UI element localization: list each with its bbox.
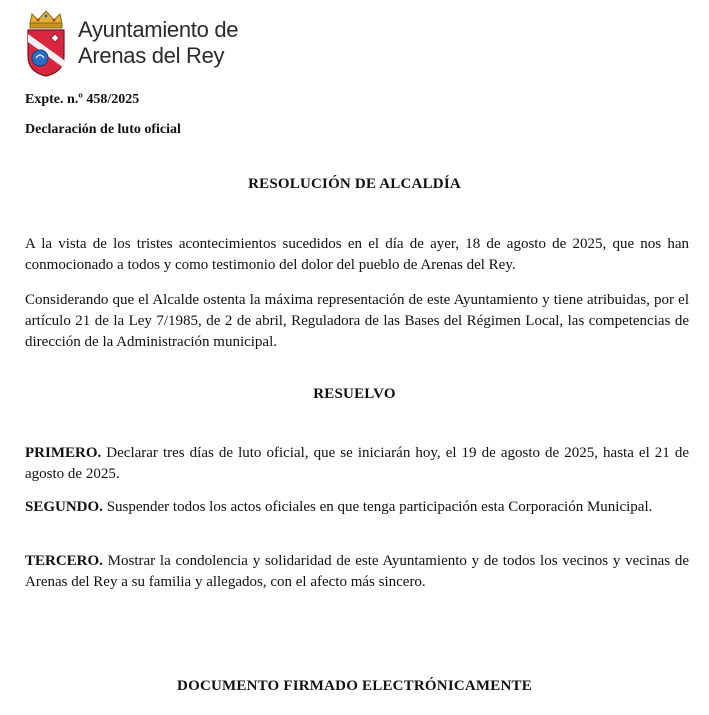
municipal-crest-icon (24, 8, 68, 78)
organization-name (78, 17, 238, 69)
resolution-paragraph-1: A la vista de los tristes acontecimientos sucedidos en el día de ayer, 18 de agosto de 2025, que nos han conmocionado a todos y como testimonio del dolor del pueblo de Arenas del Rey. (25, 236, 689, 273)
resuelvo-item-label: PRIMERO. (25, 445, 102, 461)
organization-name-line1: Ayuntamiento de (78, 17, 239, 42)
resuelvo-item-text: Declarar tres días de luto oficial, que se iniciarán hoy, el 19 de agosto de 2025, hasta el 21 de agosto de 2025. (25, 445, 689, 482)
document-subject: Declaración de luto oficial (25, 122, 181, 137)
resuelvo-item-text: Suspender todos los actos oficiales en que tenga participación esta Corporación Municipal. (102, 499, 653, 515)
file-number: Expte. n.º 458/2025 (25, 92, 140, 107)
resuelvo-item-third (25, 551, 689, 593)
resuelvo-item-second (25, 497, 689, 518)
resuelvo-item-label: SEGUNDO. (25, 499, 103, 515)
resuelvo-item-label: TERCERO. (25, 553, 103, 569)
resuelvo-item-first (25, 443, 689, 485)
resuelvo-title: RESUELVO (313, 386, 396, 402)
resuelvo-item-text: Mostrar la condolencia y solidaridad de este Ayuntamiento y de todos los vecinos y vecinas de Arenas del Rey a su familia y allegados, con el afecto más sincero. (25, 553, 689, 590)
resolution-title: RESOLUCIÓN DE ALCALDÍA (248, 176, 461, 192)
organization-name-line2: Arenas del Rey (78, 43, 225, 68)
electronic-signature-notice: DOCUMENTO FIRMADO ELECTRÓNICAMENTE (177, 678, 532, 694)
letterhead (24, 8, 238, 78)
resolution-paragraph-2: Considerando que el Alcalde ostenta la máxima representación de este Ayuntamiento y tiene atribuidas, por el artículo 21 de la Ley 7/1985, de 2 de abril, Reguladora de las Bases del Régimen Local, las competencias de dirección de la Administración municipal. (25, 292, 689, 350)
